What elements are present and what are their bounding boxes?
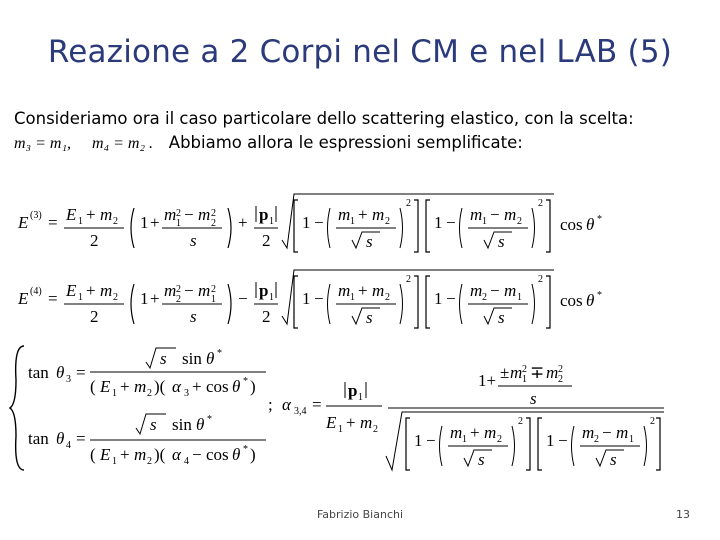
svg-text:s: s	[190, 231, 197, 250]
svg-text:3,4: 3,4	[294, 406, 307, 417]
svg-text:1: 1	[176, 218, 181, 229]
svg-text:+: +	[86, 281, 96, 300]
svg-text:m: m	[134, 377, 147, 396]
svg-text:θ: θ	[586, 291, 595, 310]
svg-text:+: +	[238, 213, 248, 232]
svg-text:1: 1	[302, 289, 311, 308]
svg-text:=: =	[48, 289, 58, 308]
svg-text:s: s	[498, 232, 505, 251]
svg-text:1: 1	[269, 216, 274, 227]
svg-text:4: 4	[66, 440, 71, 451]
svg-text:): )	[250, 445, 256, 464]
svg-text:E: E	[66, 281, 77, 300]
svg-text:2: 2	[211, 284, 216, 295]
svg-text:*: *	[597, 290, 602, 301]
svg-text:3: 3	[66, 374, 71, 385]
svg-text:*: *	[207, 414, 212, 425]
svg-text:(: (	[90, 377, 96, 396]
svg-text:2: 2	[406, 274, 411, 285]
svg-text:m: m	[510, 363, 523, 382]
svg-text:m: m	[484, 423, 497, 442]
svg-text:−: −	[490, 205, 500, 224]
svg-text:s: s	[190, 307, 197, 326]
svg-text:1: 1	[358, 392, 363, 403]
svg-text:2: 2	[147, 456, 152, 467]
alpha-formula	[268, 363, 664, 470]
svg-text:m: m	[546, 363, 559, 382]
svg-text:m: m	[164, 205, 177, 224]
svg-text:∓: ∓	[530, 363, 545, 382]
svg-text:m: m	[470, 205, 483, 224]
slide-title: Reazione a 2 Corpi nel CM e nel LAB (5)	[47, 34, 673, 70]
svg-text:2: 2	[538, 198, 543, 209]
svg-text:E: E	[66, 205, 77, 224]
svg-text:p: p	[348, 381, 358, 400]
svg-text:+: +	[150, 289, 160, 308]
svg-text:2: 2	[211, 218, 216, 229]
svg-text:p: p	[259, 205, 269, 224]
svg-text:m: m	[582, 423, 595, 442]
energy-e3-formula	[17, 194, 602, 252]
svg-text:1: 1	[522, 374, 527, 385]
svg-text:m: m	[100, 281, 113, 300]
svg-text:2: 2	[482, 292, 487, 303]
svg-text:1: 1	[350, 216, 355, 227]
intro-text: Consideriamo ora il caso particolare dello scattering elastico, con la scelta:	[14, 109, 634, 128]
svg-text:)(: )(	[154, 445, 166, 464]
svg-text:−: −	[490, 281, 500, 300]
svg-text:1: 1	[482, 216, 487, 227]
intro-text-2: Abbiamo allora le espressioni semplificate:	[168, 133, 523, 152]
svg-text:−: −	[426, 431, 436, 450]
svg-text:−: −	[446, 213, 456, 232]
svg-text:2: 2	[262, 307, 271, 326]
svg-text:−: −	[184, 205, 194, 224]
svg-text:2: 2	[385, 292, 390, 303]
svg-text:2: 2	[176, 294, 181, 305]
svg-text:1: 1	[546, 431, 555, 450]
svg-text:*: *	[217, 348, 222, 359]
svg-text:−: −	[558, 431, 568, 450]
svg-text:(3): (3)	[30, 210, 42, 221]
svg-text:tan: tan	[28, 429, 49, 448]
svg-text:4: 4	[184, 456, 189, 467]
choice-equation-m3: m₃ = m₁,	[14, 135, 72, 152]
page-number: 13	[676, 508, 690, 521]
svg-text:−: −	[192, 445, 202, 464]
svg-text:cos: cos	[560, 215, 583, 234]
svg-text:2: 2	[176, 284, 181, 295]
svg-text:): )	[250, 377, 256, 396]
svg-text:α: α	[172, 377, 181, 396]
svg-text:m: m	[198, 281, 211, 300]
svg-text:1: 1	[269, 292, 274, 303]
svg-text:+: +	[120, 445, 130, 464]
svg-text:θ: θ	[196, 415, 205, 434]
footer-author: Fabrizio Bianchi	[316, 508, 404, 521]
svg-text:+: +	[358, 281, 368, 300]
svg-text:2: 2	[594, 434, 599, 445]
svg-text:2: 2	[650, 416, 655, 427]
svg-text:3: 3	[184, 388, 189, 399]
svg-text:θ: θ	[232, 445, 241, 464]
svg-text:2: 2	[497, 434, 502, 445]
svg-text:2: 2	[518, 416, 523, 427]
svg-text:1: 1	[338, 424, 343, 435]
svg-text:+: +	[86, 205, 96, 224]
svg-text:m: m	[450, 423, 463, 442]
svg-text:m: m	[100, 205, 113, 224]
svg-text:1: 1	[140, 289, 149, 308]
svg-text:α: α	[172, 445, 181, 464]
svg-text:+: +	[120, 377, 130, 396]
svg-text:*: *	[243, 376, 248, 387]
svg-text:m: m	[134, 445, 147, 464]
svg-text:+: +	[470, 423, 480, 442]
svg-text:2: 2	[558, 364, 563, 375]
svg-text:=: =	[76, 363, 86, 382]
svg-text:1: 1	[78, 216, 83, 227]
svg-text:2: 2	[558, 374, 563, 385]
svg-text:2: 2	[373, 424, 378, 435]
svg-text:E: E	[18, 289, 29, 308]
svg-text:1: 1	[140, 213, 149, 232]
choice-equation-m4: m₄ = m₂ .	[92, 135, 154, 152]
svg-text:=: =	[76, 429, 86, 448]
svg-text:2: 2	[406, 198, 411, 209]
svg-text:sin: sin	[182, 349, 202, 368]
svg-text:θ: θ	[56, 363, 65, 382]
svg-text:m: m	[372, 281, 385, 300]
svg-text:m: m	[504, 281, 517, 300]
svg-text:1: 1	[211, 294, 216, 305]
svg-text:+: +	[346, 413, 356, 432]
svg-text:p: p	[259, 281, 269, 300]
svg-text:sin: sin	[172, 415, 192, 434]
svg-text:2: 2	[522, 364, 527, 375]
svg-text:1: 1	[350, 292, 355, 303]
svg-text:1: 1	[434, 213, 443, 232]
svg-text:−: −	[602, 423, 612, 442]
svg-text:m: m	[198, 205, 211, 224]
svg-text:2: 2	[90, 231, 99, 250]
svg-text:2: 2	[113, 216, 118, 227]
svg-text:±: ±	[500, 363, 510, 382]
svg-text:1: 1	[517, 292, 522, 303]
svg-text:m: m	[372, 205, 385, 224]
svg-text:α: α	[282, 395, 291, 414]
svg-text:E: E	[18, 213, 29, 232]
svg-text:E: E	[326, 413, 337, 432]
svg-text:m: m	[164, 281, 177, 300]
svg-text:2: 2	[90, 307, 99, 326]
svg-text:=: =	[48, 213, 58, 232]
svg-text:(: (	[90, 445, 96, 464]
svg-text:(4): (4)	[30, 286, 42, 297]
svg-text:2: 2	[262, 231, 271, 250]
svg-text:1: 1	[78, 292, 83, 303]
svg-text:θ: θ	[206, 349, 215, 368]
svg-text:+: +	[192, 377, 202, 396]
svg-text:tan: tan	[28, 363, 49, 382]
svg-text:θ: θ	[232, 377, 241, 396]
svg-text:s: s	[150, 415, 157, 434]
svg-text:1: 1	[629, 434, 634, 445]
svg-text:s: s	[530, 389, 537, 408]
svg-text:−: −	[446, 289, 456, 308]
svg-text:cos: cos	[206, 445, 229, 464]
svg-text:1: 1	[112, 388, 117, 399]
svg-text:s: s	[610, 450, 617, 469]
svg-text:−: −	[184, 281, 194, 300]
svg-text:2: 2	[147, 388, 152, 399]
svg-text:*: *	[597, 214, 602, 225]
svg-text:+: +	[150, 213, 160, 232]
svg-text:m: m	[338, 281, 351, 300]
svg-text:s: s	[366, 232, 373, 251]
svg-text:−: −	[238, 289, 248, 308]
svg-text:E: E	[100, 445, 111, 464]
svg-text:1: 1	[414, 431, 423, 450]
svg-text:m: m	[338, 205, 351, 224]
svg-text:2: 2	[113, 292, 118, 303]
svg-text:s: s	[160, 349, 167, 368]
svg-text:)(: )(	[154, 377, 166, 396]
svg-text:cos: cos	[206, 377, 229, 396]
svg-text:1+: 1+	[478, 371, 497, 390]
svg-text:s: s	[366, 308, 373, 327]
svg-text:θ: θ	[56, 429, 65, 448]
svg-text:−: −	[314, 289, 324, 308]
svg-text:*: *	[243, 444, 248, 455]
svg-text:E: E	[100, 377, 111, 396]
svg-text:m: m	[470, 281, 483, 300]
svg-text:2: 2	[176, 208, 181, 219]
svg-text:+: +	[358, 205, 368, 224]
svg-text:;: ;	[268, 395, 273, 414]
svg-text:θ: θ	[586, 215, 595, 234]
svg-text:−: −	[314, 213, 324, 232]
svg-text:2: 2	[211, 208, 216, 219]
svg-text:1: 1	[112, 456, 117, 467]
svg-text:m: m	[360, 413, 373, 432]
svg-text:1: 1	[434, 289, 443, 308]
svg-text:1: 1	[462, 434, 467, 445]
svg-text:2: 2	[385, 216, 390, 227]
svg-text:s: s	[498, 308, 505, 327]
svg-text:1: 1	[302, 213, 311, 232]
svg-text:2: 2	[538, 274, 543, 285]
svg-text:m: m	[504, 205, 517, 224]
svg-text:2: 2	[517, 216, 522, 227]
tan-theta-system	[10, 346, 266, 470]
svg-text:m: m	[616, 423, 629, 442]
svg-text:s: s	[478, 450, 485, 469]
svg-text:cos: cos	[560, 291, 583, 310]
svg-text:=: =	[312, 395, 322, 414]
energy-e4-formula	[17, 270, 602, 328]
